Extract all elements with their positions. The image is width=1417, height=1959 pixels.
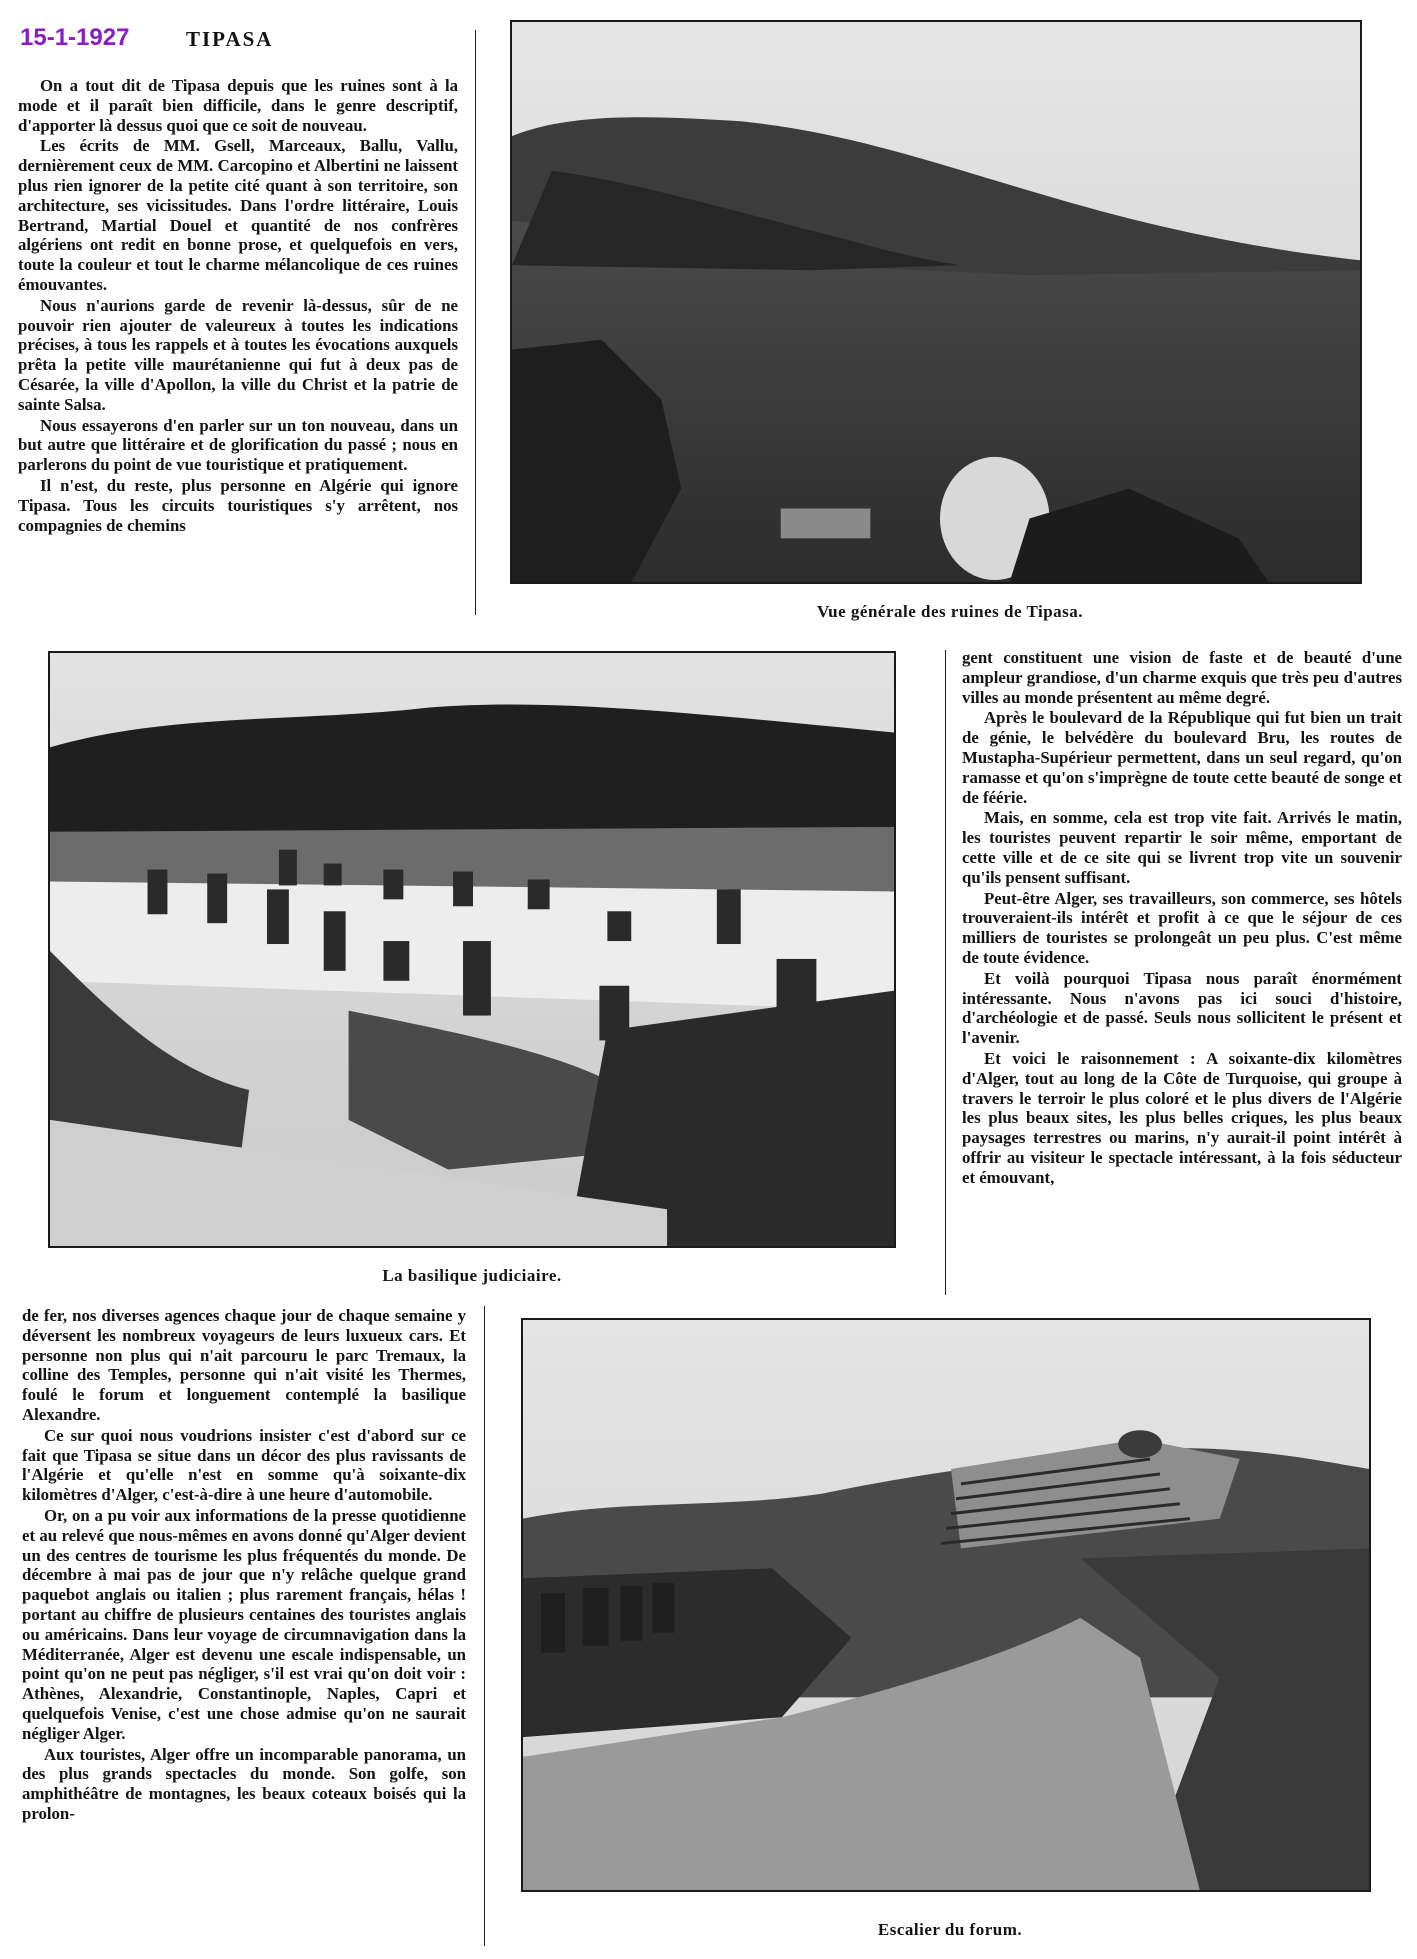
paragraph: Ce sur quoi nous voudrions insister c'est d'abord sur ce fait que Tipasa se situe dans un décor des plus ravissants de l'Algérie et qu'elle n'est en somme qu'à soixante-dix kilomètres d'Alger, c'est-à-dire à une heure d'automobile. [22,1425,466,1505]
paragraph: Et voilà pourquoi Tipasa nous paraît énormément intéressante. Nous n'avons pas ici souci d'histoire, d'archéologie et de passé. Seuls nous sollicitent le présent et l'avenir. [962,968,1402,1048]
paragraph: Les écrits de MM. Gsell, Marceaux, Ballu, Vallu, dernièrement ceux de MM. Carcopino et Albertini ne laissent plus rien ignorer de la petite cité quant à son territoire, son architecture, ses vicissitudes. Dans l'ordre littéraire, Louis Bertrand, Martial Douel et quantité de nos confrères algériens ont redit en bonne prose, et quelquefois en vers, toute la couleur et tout le charme mélancolique de ces ruines émouvantes. [18,136,458,294]
publication-date: 15-1-1927 [20,24,130,51]
photo-caption-basilica: La basilique judiciaire. [382,1266,562,1285]
photo-caption-forum-stairs: Escalier du forum. [877,1920,1023,1939]
article-column-right-middle [962,648,1402,1189]
photo-general-view [510,20,1362,584]
column-rule [475,30,476,615]
paragraph: de fer, nos diverses agences chaque jour de chaque semaine y déversent les nombreux voyageurs de leurs luxueux cars. Et personne non plus qui n'ait parcouru le parc Tremaux, la colline des Temples, personne qui n'ait visité les Thermes, foulé le forum et longuement contemplé la basilique Alexandre. [22,1306,466,1424]
column-rule [945,650,946,1295]
paragraph: Après le boulevard de la République qui fut bien un trait de génie, le belvédère du boulevard Bru, les routes de Mustapha-Supérieur permettent, dans un seul regard, qu'on ramasse et qu'on s'imprègne de toute cette beauté de songe et de féérie. [962,708,1402,807]
paragraph: Et voici le raisonnement : A soixante-dix kilomètres d'Alger, tout au long de la Côte de Turquoise, qui groupe à travers le terroir le plus coloré et le plus divers de l'Algérie les plus beaux sites, les plus belles criques, les plus beaux paysages terrestres ou marins, n'y aurait-il point intérêt à offrir au visiteur le spectacle intéressant, à la fois séducteur et émouvant, [962,1048,1402,1187]
article-title: TIPASA [186,27,274,51]
article-column-left-bottom [22,1306,466,1825]
paragraph: Nous essayerons d'en parler sur un ton nouveau, dans un but autre que littéraire et de glorification du passé ; nous en parlerons du point de vue touristique et pratiquement. [18,415,458,475]
paragraph: gent constituent une vision de faste et de beauté d'une ampleur grandiose, d'un charme exquis que très peu d'autres villes au monde présentent au même degré. [962,648,1402,707]
photo-coast-image [512,22,1360,582]
paragraph: Nous n'aurions garde de revenir là-dessus, sûr de ne pouvoir rien ajouter de valeureux à toutes les indications précises, à tous les rappels et à toutes les évocations auxquels prêta la petite ville maurétanienne qui fut à deux pas de Césarée, la ville d'Apollon, la ville du Christ et la patrie de sainte Salsa. [18,295,458,414]
paragraph: Or, on a pu voir aux informations de la presse quotidienne et au relevé que nous-mêmes en avons donné qu'Alger devient un des centres de tourisme les plus fréquentés du monde. De décembre à mai pas de jour que n'y relâche quelque grand paquebot anglais ou italien ; plus rarement français, hélas ! portant au chiffre de plusieurs centaines des touristes anglais ou américains. Dans leur voyage de circumnavigation dans la Méditerranée, Alger est devenu une escale indispensable, un point qu'on ne peut pas négliger, s'il est vrai qu'on doit voir : Athènes, Alexandrie, Constantinople, Naples, Capri et quelquefois Venise, c'est une chose admise qu'on ne saurait négliger Alger. [22,1505,466,1743]
photo-caption-general-view: Vue générale des ruines de Tipasa. [816,602,1084,621]
paragraph: Aux touristes, Alger offre un incomparable panorama, un des plus grands spectacles du monde. Son golfe, son amphithéâtre de montagnes, les beaux coteaux boisés qui la prolon- [22,1744,466,1823]
paragraph: Peut-être Alger, ses travailleurs, son commerce, ses hôtels trouveraient-ils intérêt et profit à ce que le séjour de ces milliers de touristes se prolongeât un peu plus. C'est même de toute évidence. [962,888,1402,967]
photo-forum-image [523,1320,1369,1890]
article-column-left-top [18,76,458,536]
photo-basilica-image [50,653,894,1246]
photo-basilica [48,651,896,1248]
paragraph: On a tout dit de Tipasa depuis que les ruines sont à la mode et il paraît bien difficile, dans le genre descriptif, d'apporter là dessus quoi que ce soit de nouveau. [18,76,458,135]
paragraph: Mais, en somme, cela est trop vite fait. Arrivés le matin, les touristes peuvent repartir le soir même, emportant de cette ville et de ce site qui se livrent trop vite un souvenir qu'ils pensent suffisant. [962,808,1402,887]
column-rule [484,1306,485,1946]
photo-forum-stairs [521,1318,1371,1892]
paragraph: Il n'est, du reste, plus personne en Algérie qui ignore Tipasa. Tous les circuits touristiques s'y arrêtent, nos compagnies de chemins [18,475,458,535]
